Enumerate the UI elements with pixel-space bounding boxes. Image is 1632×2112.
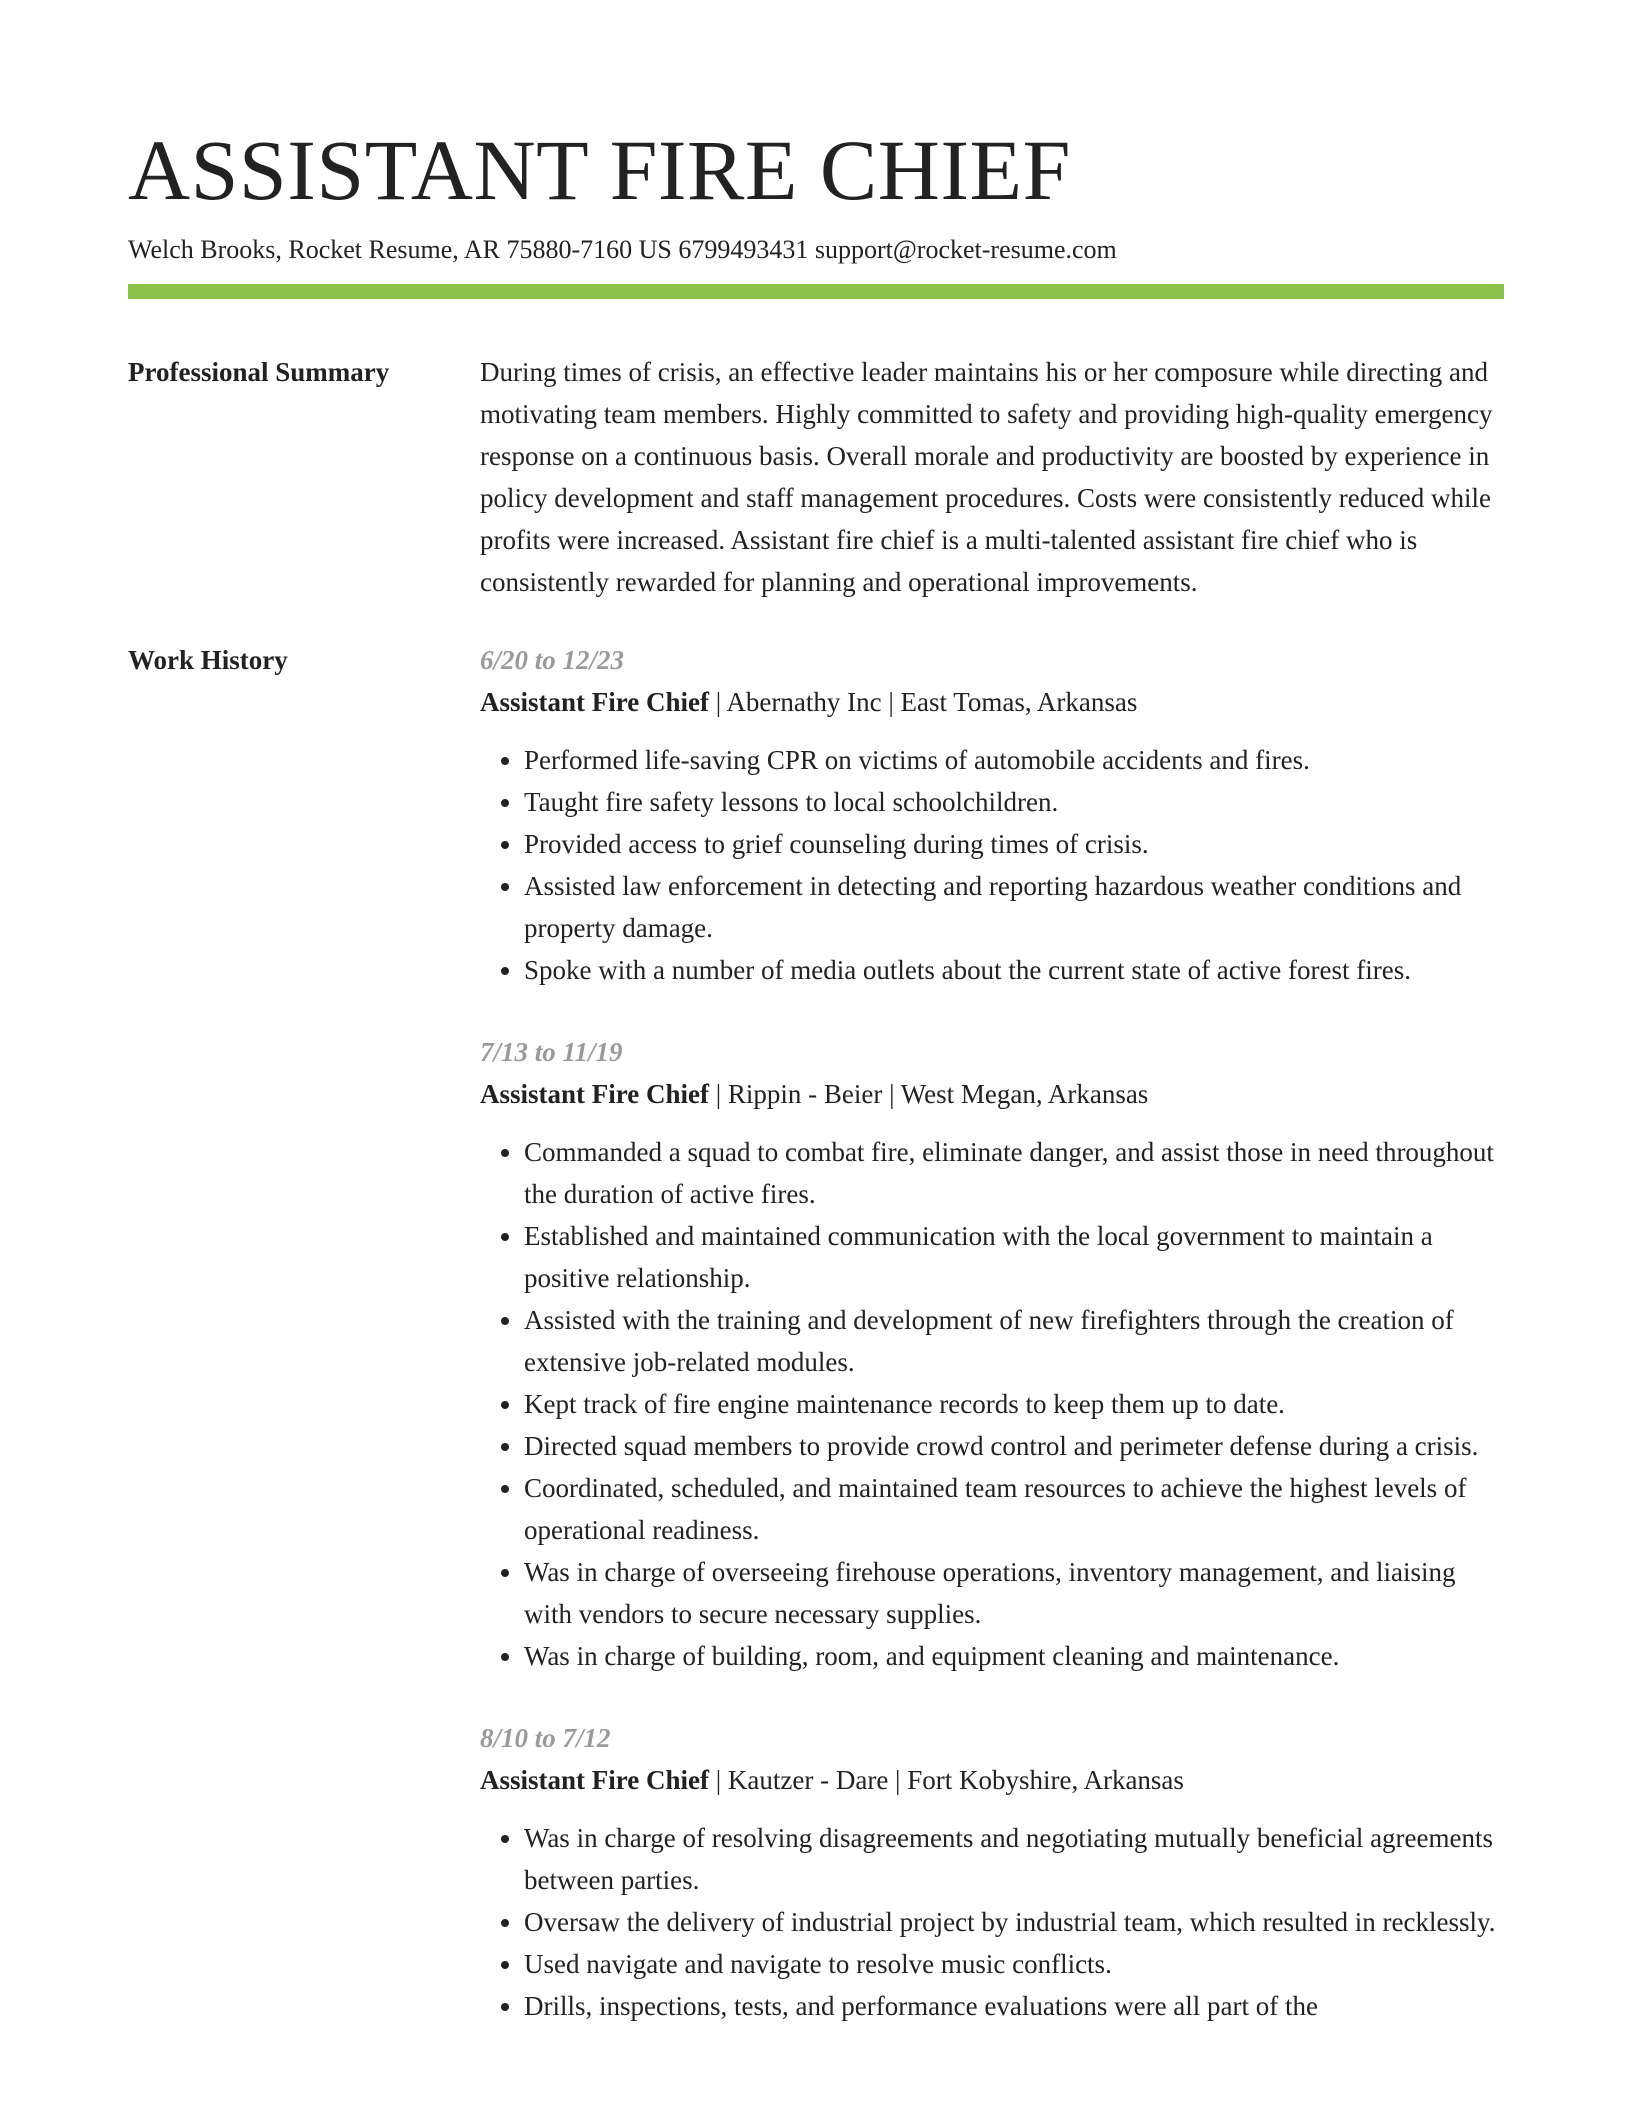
work-history-section (128, 639, 1504, 2067)
job-bullet: • Kept track of fire engine maintenance records to keep them up to date. (524, 1383, 1504, 1425)
resume-page (128, 120, 1504, 2067)
job-bullet: • Directed squad members to provide crowd control and perimeter defense during a crisis. (524, 1425, 1504, 1467)
job-title: Assistant Fire Chief (480, 1765, 709, 1795)
job-dates: 7/13 to 11/19 (480, 1037, 623, 1067)
job-bullet: • Spoke with a number of media outlets about the current state of active forest fires. (524, 949, 1504, 991)
job-entry (480, 1717, 1504, 2027)
job-bullet: • Established and maintained communication with the local government to maintain a positive relationship. (524, 1215, 1504, 1299)
job-bullet-list (480, 739, 1504, 991)
job-title: Assistant Fire Chief (480, 687, 709, 717)
job-bullet: • Used navigate and navigate to resolve music conflicts. (524, 1943, 1504, 1985)
header-divider (128, 284, 1504, 299)
job-bullet: • Oversaw the delivery of industrial project by industrial team, which resulted in recklessly. (524, 1901, 1504, 1943)
job-bullet: • Assisted with the training and development of new firefighters through the creation of extensive job-related modules. (524, 1299, 1504, 1383)
job-bullet-list (480, 1817, 1504, 2027)
job-bullet: • Provided access to grief counseling during times of crisis. (524, 823, 1504, 865)
job-title: Assistant Fire Chief (480, 1079, 709, 1109)
job-bullet: • Was in charge of building, room, and equipment cleaning and maintenance. (524, 1635, 1504, 1677)
job-bullet-list (480, 1131, 1504, 1677)
resume-title: ASSISTANT FIRE CHIEF (128, 122, 1071, 218)
job-bullet: • Coordinated, scheduled, and maintained team resources to achieve the highest levels of operational readiness. (524, 1467, 1504, 1551)
job-bullet: • Taught fire safety lessons to local schoolchildren. (524, 781, 1504, 823)
job-employer-location: | Rippin - Beier | West Megan, Arkansas (709, 1079, 1149, 1109)
job-bullet: • Drills, inspections, tests, and performance evaluations were all part of the (524, 1985, 1504, 2027)
summary-text: During times of crisis, an effective leader maintains his or her composure while directing and motivating team members. Highly committed to safety and providing high-quality emergency response on a continuous basis. Overall morale and productivity are boosted by experience in policy development and staff management procedures. Costs were consistently reduced while profits were increased. Assistant fire chief is a multi-talented assistant fire chief who is consistently rewarded for planning and operational improvements. (480, 357, 1493, 597)
job-entry (480, 639, 1504, 991)
job-heading (480, 1073, 1504, 1115)
job-employer-location: | Abernathy Inc | East Tomas, Arkansas (709, 687, 1138, 717)
job-dates: 8/10 to 7/12 (480, 1723, 611, 1753)
job-entry (480, 1031, 1504, 1677)
job-bullet: • Assisted law enforcement in detecting and reporting hazardous weather conditions and property damage. (524, 865, 1504, 949)
job-bullet: • Was in charge of overseeing firehouse operations, inventory management, and liaising with vendors to secure necessary supplies. (524, 1551, 1504, 1635)
work-history-list (480, 639, 1504, 2067)
job-bullet: • Commanded a squad to combat fire, eliminate danger, and assist those in need throughout the duration of active fires. (524, 1131, 1504, 1215)
job-bullet: • Was in charge of resolving disagreements and negotiating mutually beneficial agreements between parties. (524, 1817, 1504, 1901)
job-heading (480, 681, 1504, 723)
job-dates: 6/20 to 12/23 (480, 645, 625, 675)
job-bullet: • Performed life-saving CPR on victims of automobile accidents and fires. (524, 739, 1504, 781)
summary-section (128, 351, 1504, 603)
job-employer-location: | Kautzer - Dare | Fort Kobyshire, Arkansas (709, 1765, 1184, 1795)
summary-label: Professional Summary (128, 357, 390, 387)
job-heading (480, 1759, 1504, 1801)
work-history-label: Work History (128, 645, 288, 675)
contact-line: Welch Brooks, Rocket Resume, AR 75880-7160 US 6799493431 support@rocket-resume.com (128, 235, 1117, 264)
